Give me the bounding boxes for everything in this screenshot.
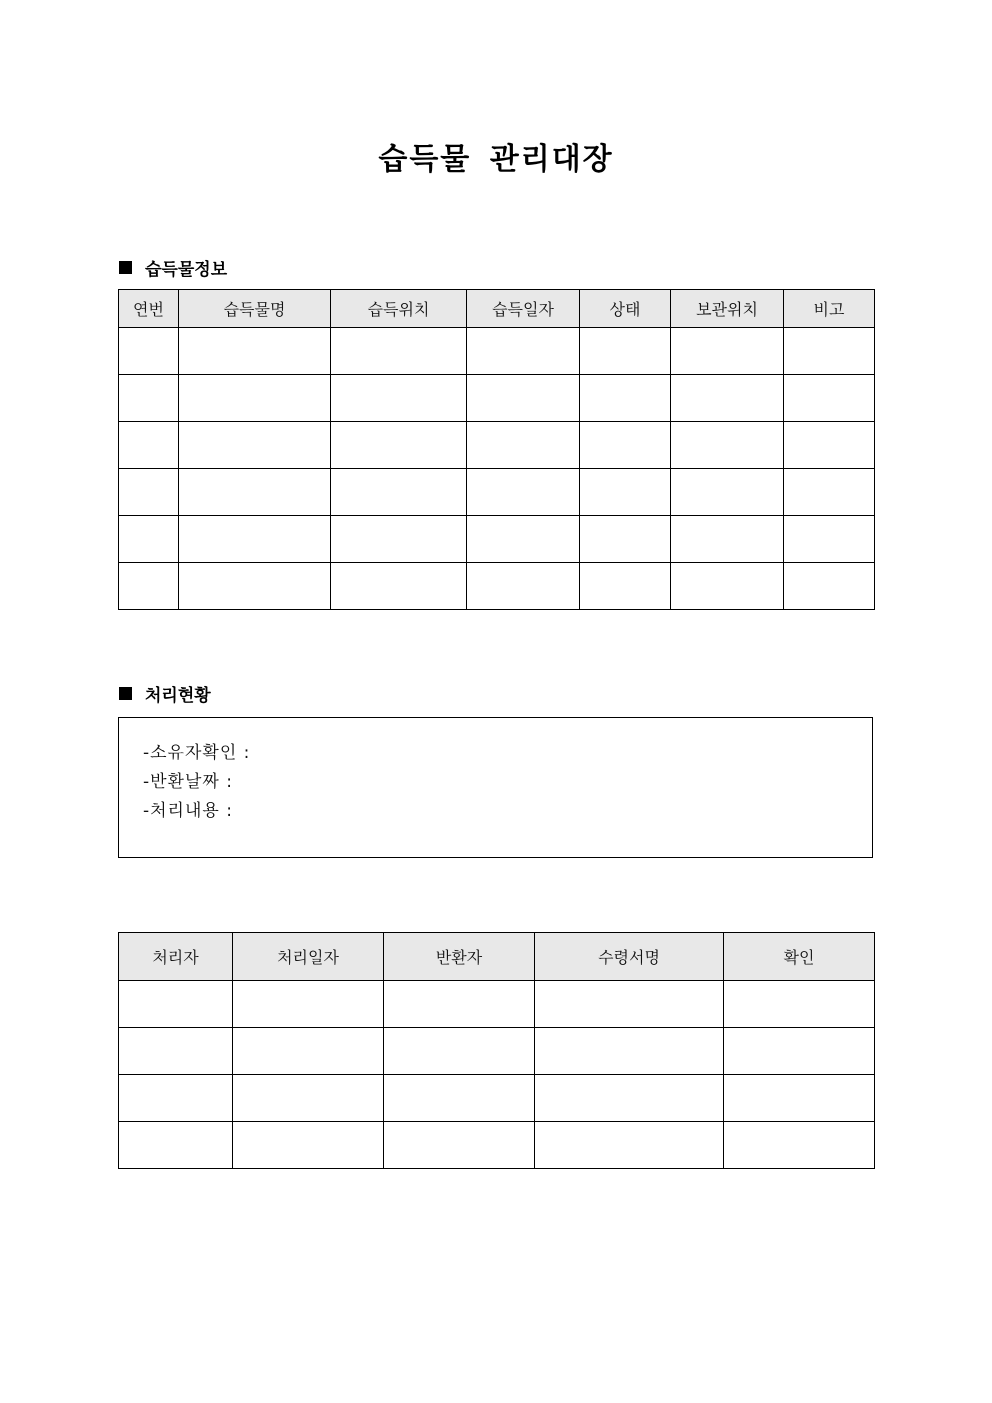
table-cell[interactable] [119,422,179,469]
table-cell[interactable] [784,375,875,422]
table-row [119,328,875,375]
found-items-table [118,289,875,610]
table-cell[interactable] [580,422,671,469]
column-header-found-date: 습득일자 [467,290,580,328]
table-row [119,375,875,422]
table-row [119,469,875,516]
table-row [119,563,875,610]
table-cell[interactable] [384,1075,535,1122]
table-cell[interactable] [179,422,331,469]
table-cell[interactable] [671,328,784,375]
table-cell[interactable] [384,981,535,1028]
table-row [119,981,875,1028]
table-header-row [119,290,875,328]
table-cell[interactable] [179,563,331,610]
table-cell[interactable] [671,563,784,610]
table-cell[interactable] [467,469,580,516]
table-cell[interactable] [535,1028,724,1075]
column-header-receipt-signature: 수령서명 [535,933,724,981]
table-cell[interactable] [119,981,233,1028]
table-cell[interactable] [671,422,784,469]
table-cell[interactable] [467,422,580,469]
section-heading-found-item-info [119,255,227,280]
column-header-handler: 처리자 [119,933,233,981]
table-cell[interactable] [467,563,580,610]
table-cell[interactable] [119,469,179,516]
black-square-bullet-icon [119,261,132,274]
section-heading-label: 습득물정보 [145,260,228,280]
table-cell[interactable] [331,563,467,610]
table-row [119,422,875,469]
column-header-item-name: 습득물명 [179,290,331,328]
table-row [119,1075,875,1122]
table-cell[interactable] [119,1122,233,1169]
return-date-label: -반환날짜 : [143,772,233,792]
table-cell[interactable] [535,981,724,1028]
page-title: 습득물 관리대장 [378,142,614,177]
table-cell[interactable] [233,1075,384,1122]
table-cell[interactable] [784,328,875,375]
table-cell[interactable] [384,1122,535,1169]
processing-records-table [118,932,875,1169]
table-cell[interactable] [384,1028,535,1075]
table-cell[interactable] [179,375,331,422]
table-cell[interactable] [119,375,179,422]
table-cell[interactable] [580,328,671,375]
table-row [119,516,875,563]
section-heading-label: 처리현황 [145,686,211,706]
owner-confirmation-label: -소유자확인 : [143,743,251,763]
table-header-row [119,933,875,981]
table-cell[interactable] [671,375,784,422]
table-cell[interactable] [331,375,467,422]
processing-details-field[interactable] [143,796,233,821]
column-header-remarks: 비고 [784,290,875,328]
table-cell[interactable] [331,469,467,516]
table-cell[interactable] [784,563,875,610]
table-cell[interactable] [179,516,331,563]
table-cell[interactable] [119,1028,233,1075]
column-header-status: 상태 [580,290,671,328]
processing-details-label: -처리내용 : [143,801,233,821]
table-cell[interactable] [784,469,875,516]
table-cell[interactable] [535,1122,724,1169]
table-cell[interactable] [671,469,784,516]
table-cell[interactable] [119,516,179,563]
table-cell[interactable] [724,981,875,1028]
column-header-serial-no: 연번 [119,290,179,328]
section-heading-processing-status [119,681,211,706]
table-cell[interactable] [535,1075,724,1122]
table-cell[interactable] [724,1122,875,1169]
table-row [119,1122,875,1169]
table-cell[interactable] [580,469,671,516]
table-row [119,1028,875,1075]
table-cell[interactable] [467,328,580,375]
owner-confirmation-field[interactable] [143,738,250,763]
table-cell[interactable] [179,469,331,516]
table-cell[interactable] [331,516,467,563]
table-cell[interactable] [467,516,580,563]
column-header-found-location: 습득위치 [331,290,467,328]
table-cell[interactable] [233,981,384,1028]
table-cell[interactable] [119,1075,233,1122]
column-header-storage-location: 보관위치 [671,290,784,328]
table-cell[interactable] [233,1028,384,1075]
table-cell[interactable] [331,422,467,469]
table-cell[interactable] [671,516,784,563]
column-header-processing-date: 처리일자 [233,933,384,981]
table-cell[interactable] [233,1122,384,1169]
table-cell[interactable] [580,516,671,563]
processing-status-box [118,717,873,858]
table-cell[interactable] [784,516,875,563]
table-cell[interactable] [331,328,467,375]
black-square-bullet-icon [119,687,132,700]
table-cell[interactable] [724,1028,875,1075]
column-header-returner: 반환자 [384,933,535,981]
table-cell[interactable] [119,328,179,375]
return-date-field[interactable] [143,767,233,792]
table-cell[interactable] [784,422,875,469]
table-cell[interactable] [580,563,671,610]
table-cell[interactable] [179,328,331,375]
table-cell[interactable] [580,375,671,422]
table-cell[interactable] [724,1075,875,1122]
column-header-confirmation: 확인 [724,933,875,981]
table-cell[interactable] [119,563,179,610]
table-cell[interactable] [467,375,580,422]
